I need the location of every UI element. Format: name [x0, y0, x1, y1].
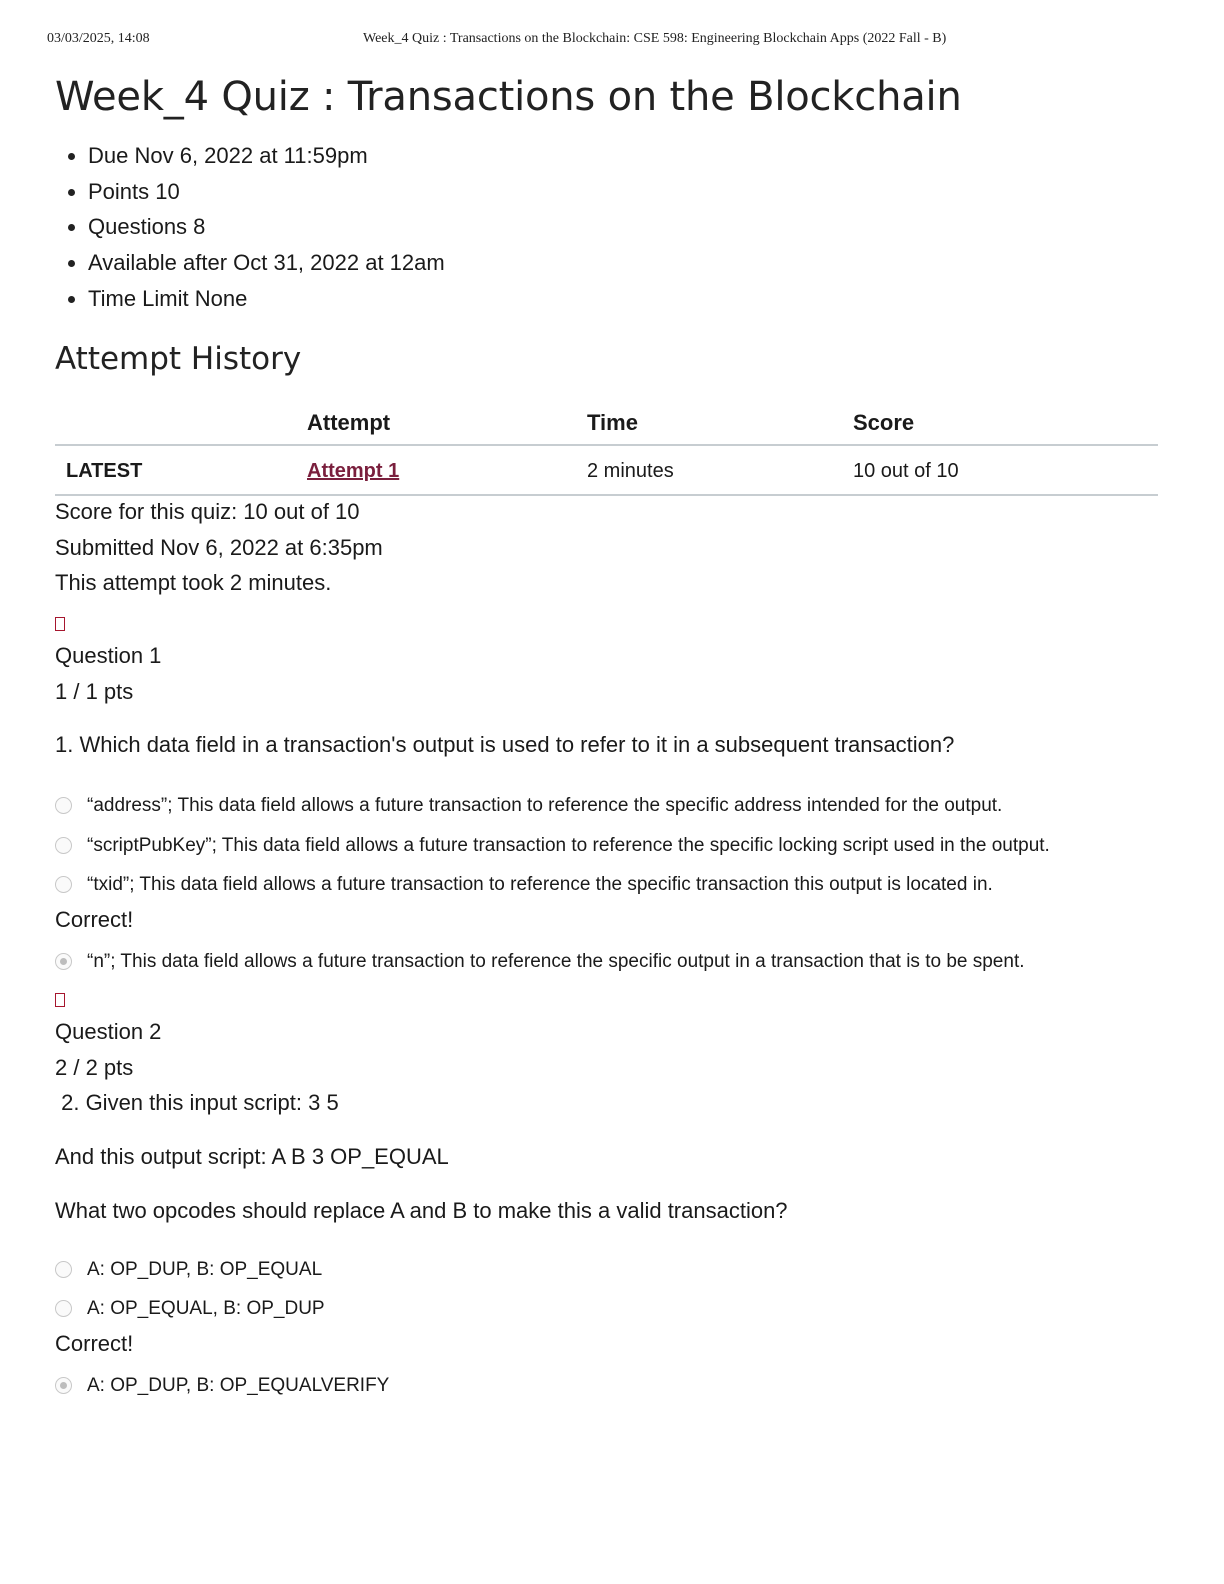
- answer-text: A: OP_DUP, B: OP_EQUAL: [87, 1259, 323, 1280]
- attempt-link[interactable]: Attempt 1: [307, 460, 400, 482]
- radio-icon[interactable]: [55, 1261, 72, 1278]
- question-prompt-ask: What two opcodes should replace A and B to make this a valid transaction?: [55, 1198, 788, 1223]
- question-prompt: 2. Given this input script: 3 5: [55, 1090, 339, 1115]
- attempt-time: 2 minutes: [587, 460, 674, 482]
- latest-label: LATEST: [66, 460, 143, 482]
- question-count: Questions 8: [68, 211, 445, 247]
- quiz-details: [68, 140, 445, 318]
- submitted-date: Submitted Nov 6, 2022 at 6:35pm: [55, 535, 383, 560]
- answer-text: “txid”; This data field allows a future transaction to reference the specific transaction this output is located in.: [87, 874, 993, 895]
- radio-icon[interactable]: [55, 797, 72, 814]
- available-date: Available after Oct 31, 2022 at 12am: [68, 247, 445, 283]
- quiz-score: Score for this quiz: 10 out of 10: [55, 499, 360, 524]
- attempt-duration: This attempt took 2 minutes.: [55, 570, 332, 595]
- column-header-time: Time: [587, 410, 638, 435]
- correct-label: Correct!: [55, 1331, 134, 1356]
- attempt-score: 10 out of 10: [853, 460, 959, 482]
- correct-label: Correct!: [55, 907, 134, 932]
- due-date: Due Nov 6, 2022 at 11:59pm: [68, 140, 445, 176]
- attempt-history-table: [55, 400, 1158, 496]
- question-title: Question 1: [55, 643, 162, 668]
- print-timestamp: 03/03/2025, 14:08: [47, 31, 150, 46]
- answer-text: A: OP_DUP, B: OP_EQUALVERIFY: [87, 1375, 390, 1396]
- quiz-title: Week_4 Quiz : Transactions on the Blockchain: [55, 74, 962, 120]
- table-row: [55, 446, 1158, 496]
- table-header-row: [55, 400, 1158, 446]
- question-flag-icon[interactable]: [55, 993, 65, 1007]
- question-prompt-output-script: And this output script: A B 3 OP_EQUAL: [55, 1144, 449, 1169]
- column-header-score: Score: [853, 410, 915, 435]
- answer-text: “address”; This data field allows a future transaction to reference the specific address intended for the output.: [87, 795, 1003, 816]
- question-points: 1 / 1 pts: [55, 679, 134, 704]
- answer-text: “n”; This data field allows a future transaction to reference the specific output in a transaction that is to be spent.: [87, 951, 1025, 972]
- answer-text: A: OP_EQUAL, B: OP_DUP: [87, 1298, 325, 1319]
- radio-selected-icon[interactable]: [55, 1377, 72, 1394]
- print-page-title: Week_4 Quiz : Transactions on the Blockchain: CSE 598: Engineering Blockchain Apps (2022 Fall - B): [363, 31, 947, 46]
- question-prompt: 1. Which data field in a transaction's output is used to refer to it in a subsequent transaction?: [55, 732, 955, 757]
- column-header-attempt: Attempt: [307, 410, 391, 435]
- points: Points 10: [68, 176, 445, 212]
- radio-icon[interactable]: [55, 1300, 72, 1317]
- question-points: 2 / 2 pts: [55, 1055, 134, 1080]
- radio-selected-icon[interactable]: [55, 953, 72, 970]
- question-title: Question 2: [55, 1019, 162, 1044]
- answer-text: “scriptPubKey”; This data field allows a future transaction to reference the specific locking script used in the output.: [87, 835, 1050, 856]
- attempt-history-heading: Attempt History: [55, 341, 302, 377]
- radio-icon[interactable]: [55, 837, 72, 854]
- question-flag-icon[interactable]: [55, 617, 65, 631]
- radio-icon[interactable]: [55, 876, 72, 893]
- time-limit: Time Limit None: [68, 283, 445, 319]
